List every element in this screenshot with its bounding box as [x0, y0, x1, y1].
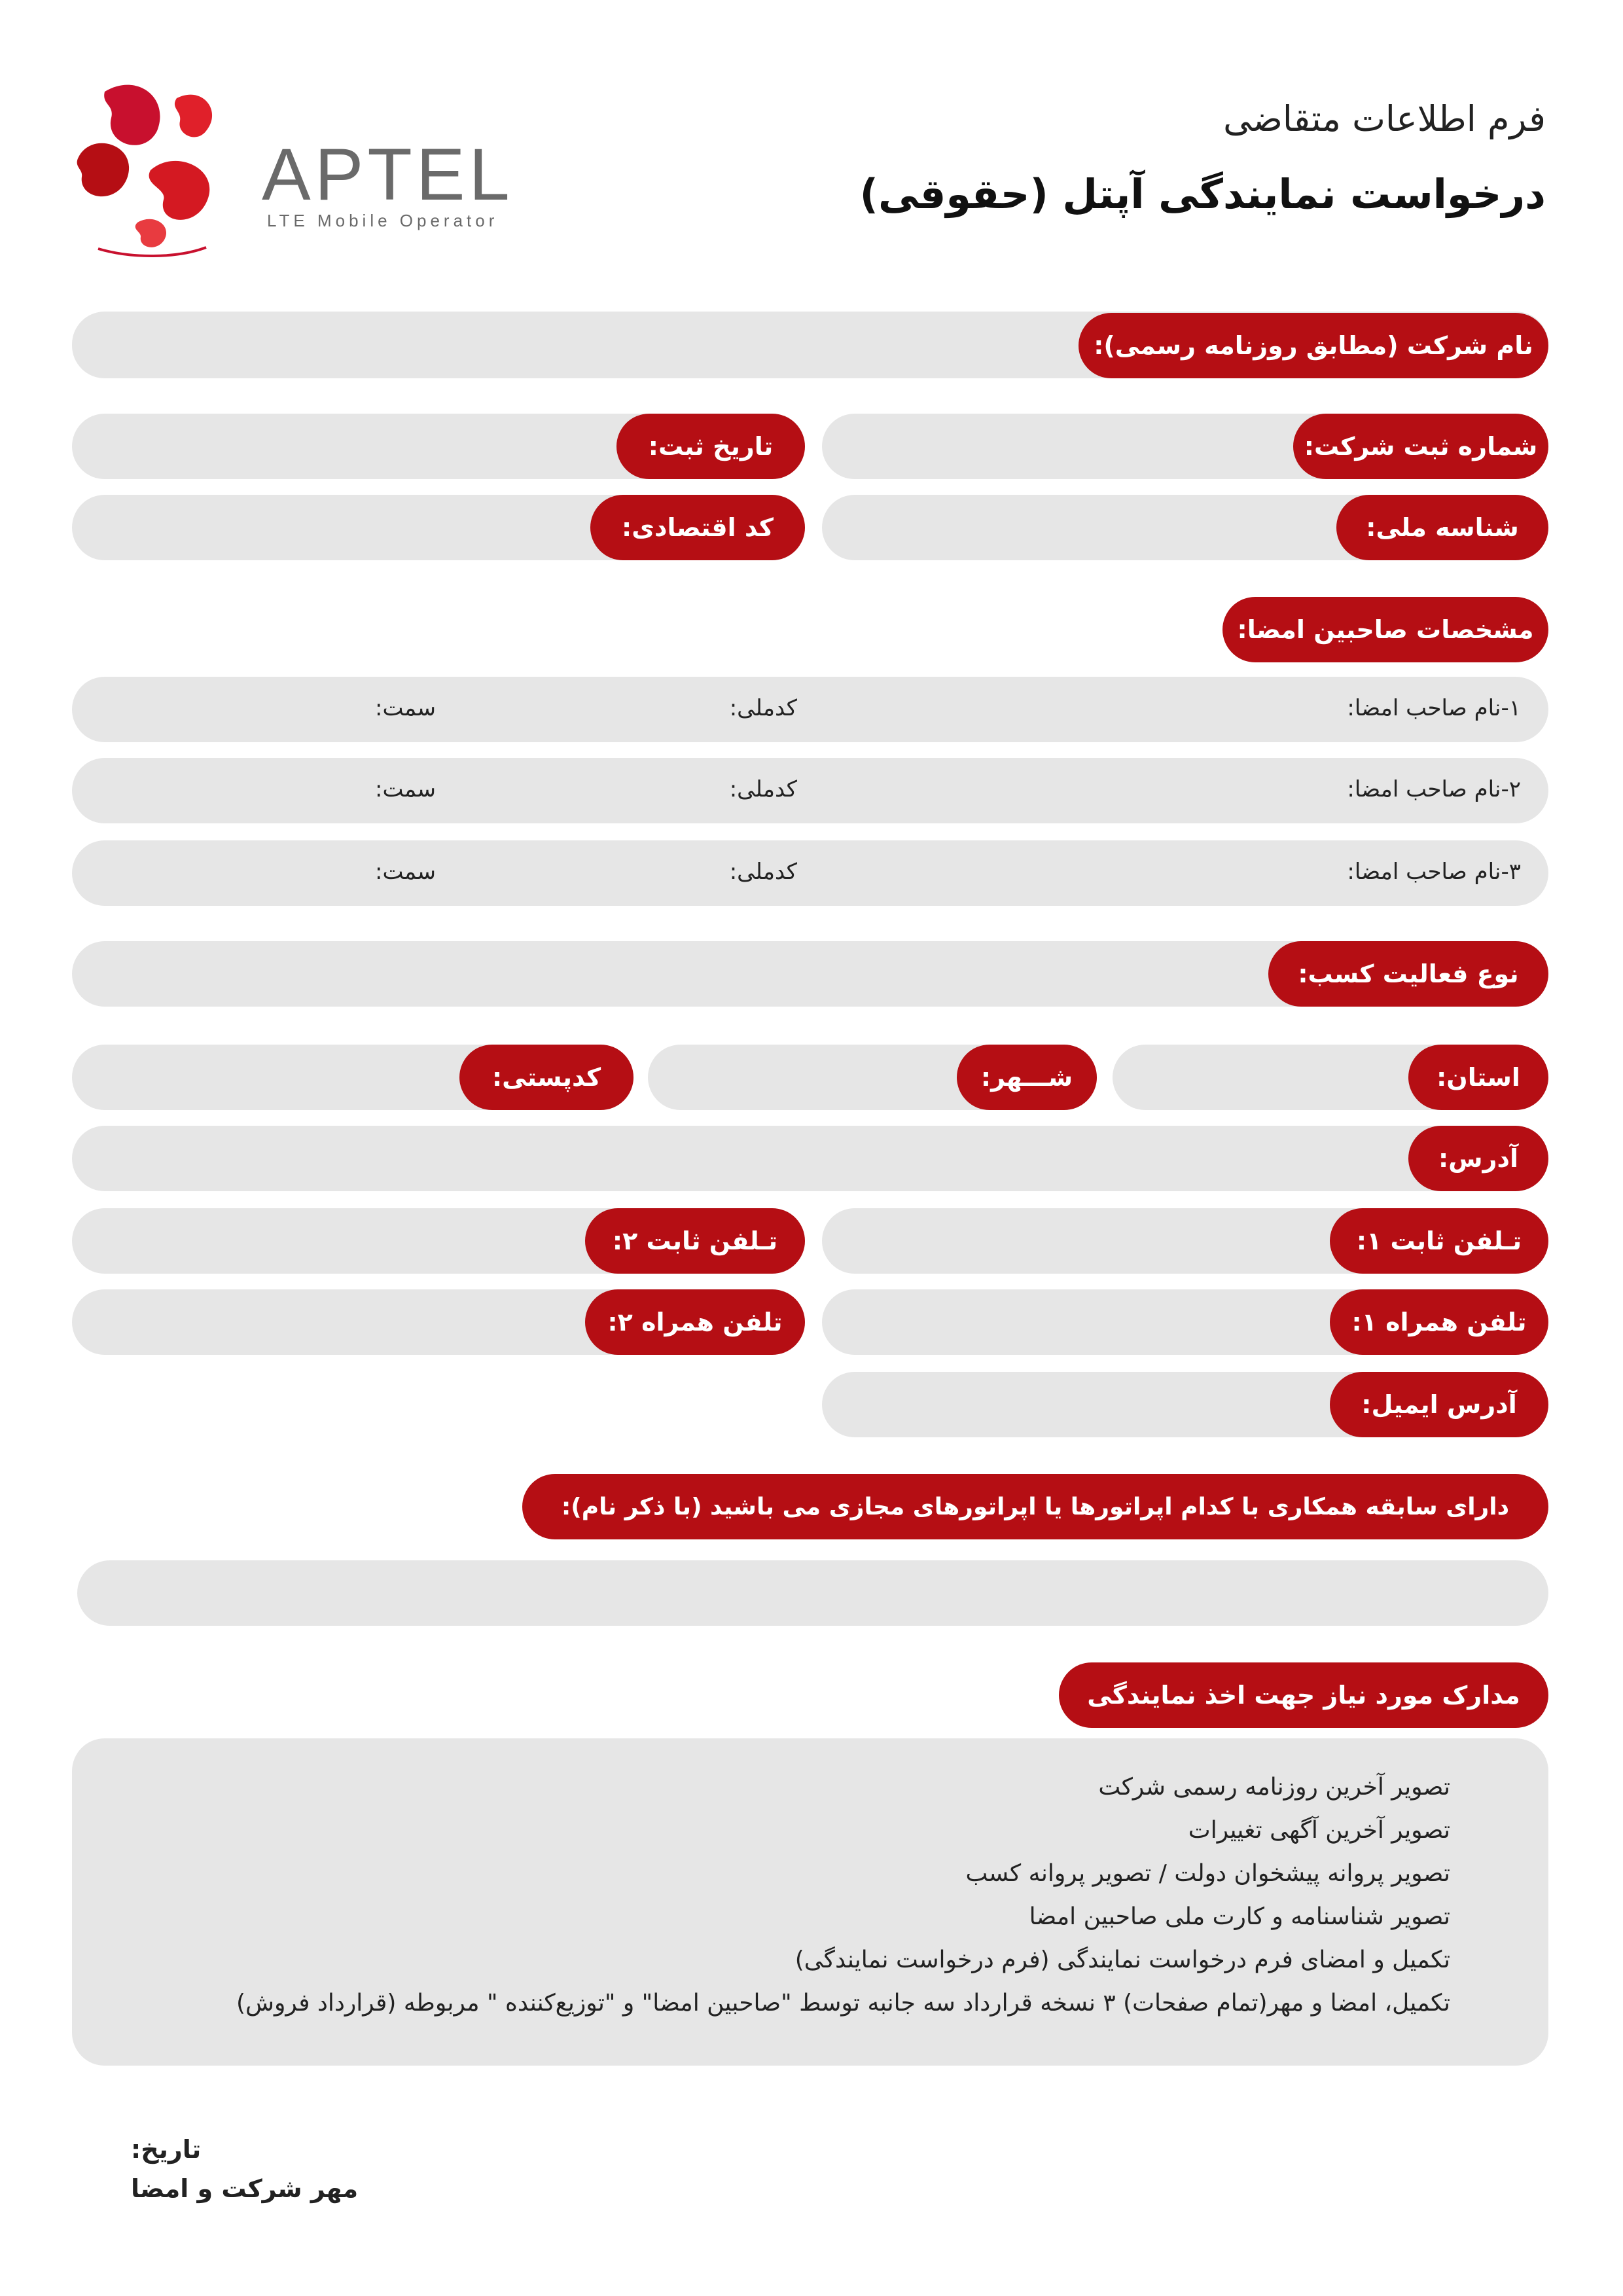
documents-heading: مدارک مورد نیاز جهت اخذ نمایندگی: [1059, 1662, 1548, 1728]
stamp-signature-label: مهر شرکت و امضا: [131, 2174, 359, 2203]
signatory-row-1[interactable]: [72, 677, 1548, 742]
province-label: استان:: [1408, 1045, 1548, 1110]
form-title: فرم اطلاعات متقاضی: [1223, 98, 1546, 139]
signatory-3-position: سمت:: [375, 859, 436, 885]
logo-mark-icon: [65, 72, 236, 262]
landline-2-label: تـلفن ثابت ۲:: [585, 1208, 805, 1274]
signatories-heading: مشخصات صاحبین امضا:: [1222, 597, 1548, 662]
economic-code-label: کد اقتصادی:: [590, 495, 805, 560]
mobile-1-label: تلفن همراه ۱:: [1330, 1289, 1548, 1355]
logo-wordmark: APTEL: [262, 134, 514, 215]
signatory-2-code: کدملی:: [729, 776, 797, 802]
registration-number-label: شماره ثبت شرکت:: [1293, 414, 1548, 479]
signatory-1-position: سمت:: [375, 695, 436, 721]
signatory-3-name: ۳-نام صاحب امضا:: [1347, 859, 1521, 885]
signatory-2-position: سمت:: [375, 776, 436, 802]
email-label: آدرس ایمیل:: [1330, 1372, 1548, 1437]
signatory-1-code: کدملی:: [729, 695, 797, 721]
mobile-2-label: تلفن همراه ۲:: [585, 1289, 805, 1355]
signatory-row-3[interactable]: [72, 840, 1548, 906]
cooperation-history-field[interactable]: [77, 1560, 1548, 1626]
form-subtitle: درخواست نمایندگی آپتل (حقوقی): [859, 170, 1546, 218]
address-label: آدرس:: [1408, 1126, 1548, 1191]
postal-code-label: کدپستی:: [459, 1045, 633, 1110]
document-item-5: تکمیل و امضای فرم درخواست نمایندگی (فرم درخواست نمایندگی): [794, 1946, 1450, 1973]
document-item-2: تصویر آخرین آگهی تغییرات: [1188, 1817, 1450, 1844]
landline-1-label: تـلفن ثابت ۱:: [1330, 1208, 1548, 1274]
address-field[interactable]: [72, 1126, 1548, 1191]
documents-box: [72, 1738, 1548, 2066]
aptel-logo: [65, 72, 537, 262]
logo-tagline: LTE Mobile Operator: [267, 211, 499, 230]
national-id-label: شناسه ملی:: [1336, 495, 1548, 560]
signatory-3-code: کدملی:: [729, 859, 797, 885]
city-label: شـــهر:: [957, 1045, 1097, 1110]
signatory-row-2[interactable]: [72, 758, 1548, 823]
company-name-label: نام شرکت (مطابق روزنامه رسمی):: [1079, 313, 1548, 378]
signatory-2-name: ۲-نام صاحب امضا:: [1347, 776, 1521, 802]
document-item-1: تصویر آخرین روزنامه رسمی شرکت: [1098, 1774, 1450, 1801]
registration-date-label: تاریخ ثبت:: [616, 414, 805, 479]
document-item-4: تصویر شناسنامه و کارت ملی صاحبین امضا: [1029, 1903, 1450, 1930]
business-type-label: نوع فعالیت کسب:: [1268, 941, 1548, 1007]
cooperation-history-label: دارای سابقه همکاری با کدام اپراتورها یا اپراتورهای مجازی می باشید (با ذکر نام):: [522, 1474, 1548, 1539]
document-item-3: تصویر پروانه پیشخوان دولت / تصویر پروانه کسب: [965, 1860, 1450, 1887]
date-label: تاریخ:: [131, 2135, 202, 2164]
signatory-1-name: ۱-نام صاحب امضا:: [1347, 695, 1521, 721]
document-item-6: تکمیل، امضا و مهر(تمام صفحات) ۳ نسخه قرارداد سه جانبه توسط "صاحبین امضا" و "توزیع‌کننده " مربوطه (قرارداد فروش): [236, 1990, 1450, 2017]
